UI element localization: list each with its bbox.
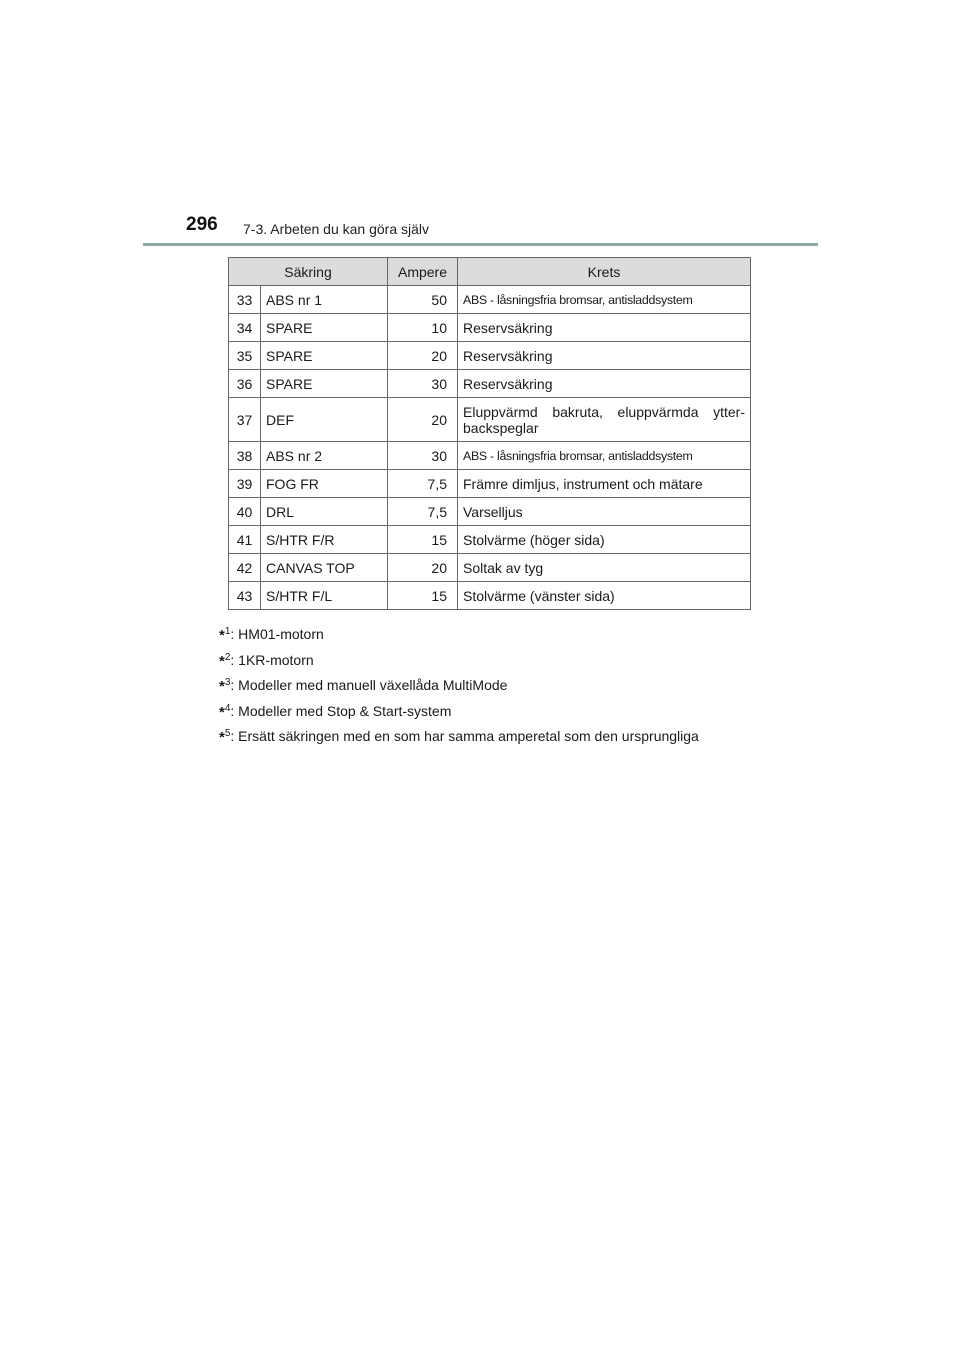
fuse-circuit: Främre dimljus, instrument och mätare bbox=[458, 470, 751, 498]
table-row bbox=[229, 398, 751, 442]
header-divider bbox=[143, 243, 818, 246]
fuse-ampere: 20 bbox=[388, 342, 458, 370]
table-row bbox=[229, 470, 751, 498]
fuse-circuit: Reservsäkring bbox=[458, 342, 751, 370]
fuse-circuit: Varselljus bbox=[458, 498, 751, 526]
fuse-table bbox=[228, 257, 751, 610]
fuse-circuit: Stolvärme (höger sida) bbox=[458, 526, 751, 554]
footnote-text: : 1KR-motorn bbox=[230, 651, 314, 668]
fuse-circuit: ABS - låsningsfria bromsar, antisladdsystem bbox=[458, 286, 751, 314]
fuse-ampere: 7,5 bbox=[388, 470, 458, 498]
fuse-ampere: 7,5 bbox=[388, 498, 458, 526]
fuse-circuit: Soltak av tyg bbox=[458, 554, 751, 582]
fuse-circuit: Reservsäkring bbox=[458, 370, 751, 398]
fuse-circuit: Stolvärme (vänster sida) bbox=[458, 582, 751, 610]
fuse-ampere: 20 bbox=[388, 554, 458, 582]
fuse-name: SPARE bbox=[261, 342, 388, 370]
footnotes bbox=[219, 619, 699, 747]
footnote-mark: * bbox=[219, 729, 225, 746]
fuse-name: CANVAS TOP bbox=[261, 554, 388, 582]
fuse-number: 37 bbox=[229, 398, 261, 442]
fuse-ampere: 15 bbox=[388, 582, 458, 610]
section-title: 7-3. Arbeten du kan göra själv bbox=[243, 221, 430, 237]
fuse-ampere: 30 bbox=[388, 442, 458, 470]
table-row bbox=[229, 286, 751, 314]
fuse-number: 39 bbox=[229, 470, 261, 498]
fuse-name: SPARE bbox=[261, 314, 388, 342]
table-row bbox=[229, 370, 751, 398]
footnote-mark: * bbox=[219, 627, 225, 644]
fuse-number: 36 bbox=[229, 370, 261, 398]
fuse-name: ABS nr 1 bbox=[261, 286, 388, 314]
table-row bbox=[229, 342, 751, 370]
fuse-number: 34 bbox=[229, 314, 261, 342]
footnote-text: : HM01-motorn bbox=[230, 626, 324, 642]
footnote-text: : Modeller med Stop & Start-system bbox=[230, 702, 452, 719]
fuse-circuit: Reservsäkring bbox=[458, 314, 751, 342]
fuse-name: S/HTR F/R bbox=[261, 526, 388, 554]
fuse-name: DEF bbox=[261, 398, 388, 442]
fuse-name: FOG FR bbox=[261, 470, 388, 498]
footnote-text: : Ersätt säkringen med en som har samma amperetal som den ursprungliga bbox=[230, 728, 699, 744]
footnote-number: 3 bbox=[224, 677, 231, 688]
footnote-2 bbox=[219, 645, 699, 671]
fuse-ampere: 30 bbox=[388, 370, 458, 398]
fuse-number: 35 bbox=[229, 342, 261, 370]
fuse-circuit: Eluppvärmd bakruta, eluppvärmda ytter-backspeglar bbox=[458, 398, 751, 442]
fuse-name: DRL bbox=[261, 498, 388, 526]
footnote-3 bbox=[219, 670, 699, 696]
fuse-ampere: 20 bbox=[388, 398, 458, 442]
fuse-number: 33 bbox=[229, 286, 261, 314]
fuse-number: 40 bbox=[229, 498, 261, 526]
fuse-ampere: 50 bbox=[388, 286, 458, 314]
fuse-number: 41 bbox=[229, 526, 261, 554]
footnote-number: 1 bbox=[224, 626, 231, 637]
column-header-ampere: Ampere bbox=[388, 258, 458, 286]
fuse-number: 42 bbox=[229, 554, 261, 582]
table-header-row bbox=[229, 258, 751, 286]
footnote-mark: * bbox=[219, 703, 225, 721]
page-number: 296 bbox=[186, 214, 218, 235]
fuse-circuit: ABS - låsningsfria bromsar, antisladdsystem bbox=[458, 442, 751, 470]
footnote-mark: * bbox=[219, 652, 225, 670]
fuse-number: 38 bbox=[229, 442, 261, 470]
footnote-number: 2 bbox=[224, 651, 231, 663]
column-header-circuit: Krets bbox=[458, 258, 751, 286]
fuse-name: SPARE bbox=[261, 370, 388, 398]
footnote-1 bbox=[219, 619, 699, 645]
fuse-name: S/HTR F/L bbox=[261, 582, 388, 610]
table-row bbox=[229, 498, 751, 526]
footnote-5 bbox=[219, 721, 699, 747]
table-row bbox=[229, 582, 751, 610]
footnote-text: : Modeller med manuell växellåda MultiMode bbox=[230, 677, 508, 693]
fuse-name: ABS nr 2 bbox=[261, 442, 388, 470]
column-header-fuse: Säkring bbox=[229, 258, 388, 286]
footnote-mark: * bbox=[219, 678, 225, 695]
fuse-number: 43 bbox=[229, 582, 261, 610]
fuse-ampere: 15 bbox=[388, 526, 458, 554]
footnote-4 bbox=[219, 696, 699, 722]
table-row bbox=[229, 554, 751, 582]
table-row bbox=[229, 442, 751, 470]
table-row bbox=[229, 314, 751, 342]
fuse-ampere: 10 bbox=[388, 314, 458, 342]
footnote-number: 4 bbox=[224, 702, 231, 714]
table-row bbox=[229, 526, 751, 554]
footnote-number: 5 bbox=[224, 728, 231, 739]
